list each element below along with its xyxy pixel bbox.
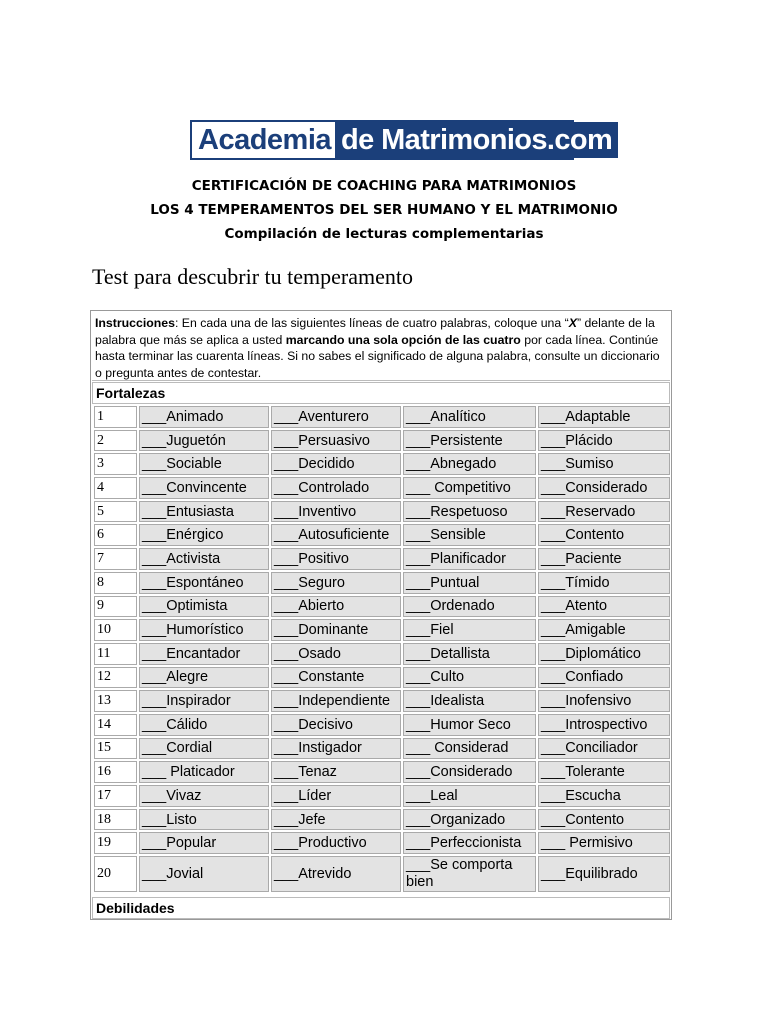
row-number: 3 bbox=[94, 453, 137, 475]
table-row bbox=[94, 809, 670, 831]
word-option[interactable]: ___Productivo bbox=[271, 832, 401, 854]
row-number: 20 bbox=[94, 856, 137, 892]
word-option[interactable]: ___Escucha bbox=[538, 785, 670, 807]
word-option[interactable]: ___Sensible bbox=[403, 524, 536, 546]
table-row bbox=[94, 832, 670, 854]
logo-right-text: de Matrimonios.com bbox=[335, 122, 618, 158]
word-option[interactable]: ___Amigable bbox=[538, 619, 670, 641]
word-option[interactable]: ___Constante bbox=[271, 667, 401, 689]
table-row bbox=[94, 572, 670, 594]
row-number: 9 bbox=[94, 596, 137, 618]
row-number: 14 bbox=[94, 714, 137, 736]
word-option[interactable]: ___Jovial bbox=[139, 856, 269, 892]
word-option[interactable]: ___Persuasivo bbox=[271, 430, 401, 452]
word-option[interactable]: ___ Platicador bbox=[139, 761, 269, 783]
word-option[interactable]: ___Sociable bbox=[139, 453, 269, 475]
instructions-part3: por cada línea. Continúe hasta terminar las cuarenta líneas. Si no sabes el significado de alguna palabra, consulte un diccionario o pregunta antes de contestar. bbox=[95, 332, 660, 380]
word-option[interactable]: ___Seguro bbox=[271, 572, 401, 594]
word-option[interactable]: ___Contento bbox=[538, 524, 670, 546]
word-option[interactable]: ___Positivo bbox=[271, 548, 401, 570]
word-option[interactable]: ___Cordial bbox=[139, 738, 269, 760]
table-row bbox=[94, 619, 670, 641]
word-option[interactable]: ___Planificador bbox=[403, 548, 536, 570]
word-option[interactable]: ___Ordenado bbox=[403, 596, 536, 618]
word-option[interactable]: ___Enérgico bbox=[139, 524, 269, 546]
word-option[interactable]: ___Encantador bbox=[139, 643, 269, 665]
heading-temperaments: LOS 4 TEMPERAMENTOS DEL SER HUMANO Y EL MATRIMONIO bbox=[150, 202, 618, 218]
row-number: 15 bbox=[94, 738, 137, 760]
instructions-mark: X bbox=[568, 316, 577, 330]
word-option[interactable]: ___Juguetón bbox=[139, 430, 269, 452]
word-option[interactable]: ___Optimista bbox=[139, 596, 269, 618]
section-weaknesses: Debilidades bbox=[92, 897, 670, 919]
table-row bbox=[94, 856, 670, 892]
word-option[interactable]: ___Equilibrado bbox=[538, 856, 670, 892]
instructions bbox=[92, 312, 670, 381]
word-option[interactable]: ___Confiado bbox=[538, 667, 670, 689]
word-option[interactable]: ___Tímido bbox=[538, 572, 670, 594]
word-option[interactable]: ___Analítico bbox=[403, 406, 536, 428]
table-row bbox=[94, 738, 670, 760]
word-option[interactable]: ___Convincente bbox=[139, 477, 269, 499]
word-option[interactable]: ___Controlado bbox=[271, 477, 401, 499]
word-option[interactable]: ___Humorístico bbox=[139, 619, 269, 641]
word-option[interactable]: ___Animado bbox=[139, 406, 269, 428]
table-row bbox=[94, 785, 670, 807]
row-number: 4 bbox=[94, 477, 137, 499]
row-number: 10 bbox=[94, 619, 137, 641]
table-row bbox=[94, 501, 670, 523]
table-row bbox=[94, 477, 670, 499]
word-option[interactable]: ___Decisivo bbox=[271, 714, 401, 736]
word-option[interactable]: ___ Competitivo bbox=[403, 477, 536, 499]
row-number: 1 bbox=[94, 406, 137, 428]
word-option[interactable]: ___Organizado bbox=[403, 809, 536, 831]
word-option[interactable]: ___Atrevido bbox=[271, 856, 401, 892]
word-option[interactable]: ___Se comporta bien bbox=[403, 856, 536, 892]
heading-certification: CERTIFICACIÓN DE COACHING PARA MATRIMONIOS bbox=[191, 178, 577, 194]
instructions-part2: ” delante de la palabra que más se aplica a usted bbox=[95, 316, 655, 347]
word-option[interactable]: ___Conciliador bbox=[538, 738, 670, 760]
instructions-emphasis: marcando una sola opción de las cuatro bbox=[285, 332, 521, 347]
word-option[interactable]: ___Perfeccionista bbox=[403, 832, 536, 854]
instructions-label: Instrucciones bbox=[95, 316, 175, 330]
word-option[interactable]: ___Vivaz bbox=[139, 785, 269, 807]
row-number: 16 bbox=[94, 761, 137, 783]
word-option[interactable]: ___Espontáneo bbox=[139, 572, 269, 594]
word-option[interactable]: ___Persistente bbox=[403, 430, 536, 452]
word-option[interactable]: ___Tenaz bbox=[271, 761, 401, 783]
row-number: 18 bbox=[94, 809, 137, 831]
word-option[interactable]: ___Idealista bbox=[403, 690, 536, 712]
word-option[interactable]: ___Inofensivo bbox=[538, 690, 670, 712]
row-number: 11 bbox=[94, 643, 137, 665]
word-option[interactable]: ___Listo bbox=[139, 809, 269, 831]
word-option[interactable]: ___Sumiso bbox=[538, 453, 670, 475]
row-number: 6 bbox=[94, 524, 137, 546]
strengths-table bbox=[92, 404, 672, 894]
row-number: 5 bbox=[94, 501, 137, 523]
word-option[interactable]: ___ Considerad bbox=[403, 738, 536, 760]
word-option[interactable]: ___Activista bbox=[139, 548, 269, 570]
word-option[interactable]: ___Popular bbox=[139, 832, 269, 854]
academia-logo bbox=[190, 120, 613, 160]
word-option[interactable]: ___Aventurero bbox=[271, 406, 401, 428]
word-option[interactable]: ___Dominante bbox=[271, 619, 401, 641]
word-option[interactable]: ___Autosuficiente bbox=[271, 524, 401, 546]
word-option[interactable]: ___Atento bbox=[538, 596, 670, 618]
word-option[interactable]: ___Adaptable bbox=[538, 406, 670, 428]
logo-left-text: Academia bbox=[192, 122, 335, 158]
table-row bbox=[94, 453, 670, 475]
test-title: Test para descubrir tu temperamento bbox=[92, 264, 413, 289]
word-option[interactable]: ___Decidido bbox=[271, 453, 401, 475]
word-option[interactable]: ___Osado bbox=[271, 643, 401, 665]
table-row bbox=[94, 548, 670, 570]
row-number: 7 bbox=[94, 548, 137, 570]
word-option[interactable]: ___Humor Seco bbox=[403, 714, 536, 736]
instructions-part1: : En cada una de las siguientes líneas de cuatro palabras, coloque una “ bbox=[174, 316, 569, 330]
heading-compilation: Compilación de lecturas complementarias bbox=[224, 226, 544, 242]
table-row bbox=[94, 596, 670, 618]
row-number: 2 bbox=[94, 430, 137, 452]
table-row bbox=[94, 690, 670, 712]
word-option[interactable]: ___Inventivo bbox=[271, 501, 401, 523]
word-option[interactable]: ___Abierto bbox=[271, 596, 401, 618]
table-row bbox=[94, 714, 670, 736]
word-option[interactable]: ___Paciente bbox=[538, 548, 670, 570]
word-option[interactable]: ___Fiel bbox=[403, 619, 536, 641]
table-row bbox=[94, 524, 670, 546]
word-option[interactable]: ___Instigador bbox=[271, 738, 401, 760]
word-option[interactable]: ___Considerado bbox=[538, 477, 670, 499]
section-strengths: Fortalezas bbox=[92, 382, 670, 404]
table-row bbox=[94, 667, 670, 689]
word-option[interactable]: ___Cálido bbox=[139, 714, 269, 736]
word-option[interactable]: ___Independiente bbox=[271, 690, 401, 712]
word-option[interactable]: ___Abnegado bbox=[403, 453, 536, 475]
table-row bbox=[94, 643, 670, 665]
row-number: 13 bbox=[94, 690, 137, 712]
word-option[interactable]: ___Introspectivo bbox=[538, 714, 670, 736]
row-number: 8 bbox=[94, 572, 137, 594]
word-option[interactable]: ___Entusiasta bbox=[139, 501, 269, 523]
word-option[interactable]: ___Respetuoso bbox=[403, 501, 536, 523]
word-option[interactable]: ___Diplomático bbox=[538, 643, 670, 665]
word-option[interactable]: ___Líder bbox=[271, 785, 401, 807]
word-option[interactable]: ___Tolerante bbox=[538, 761, 670, 783]
row-number: 12 bbox=[94, 667, 137, 689]
word-option[interactable]: ___Detallista bbox=[403, 643, 536, 665]
table-row bbox=[94, 406, 670, 428]
word-option[interactable]: ___Inspirador bbox=[139, 690, 269, 712]
word-option[interactable]: ___Jefe bbox=[271, 809, 401, 831]
word-option[interactable]: ___Culto bbox=[403, 667, 536, 689]
word-option[interactable]: ___Puntual bbox=[403, 572, 536, 594]
row-number: 19 bbox=[94, 832, 137, 854]
row-number: 17 bbox=[94, 785, 137, 807]
word-option[interactable]: ___Reservado bbox=[538, 501, 670, 523]
word-option[interactable]: ___Considerado bbox=[403, 761, 536, 783]
word-option[interactable]: ___Alegre bbox=[139, 667, 269, 689]
word-option[interactable]: ___Leal bbox=[403, 785, 536, 807]
table-row bbox=[94, 430, 670, 452]
word-option[interactable]: ___ Permisivo bbox=[538, 832, 670, 854]
table-row bbox=[94, 761, 670, 783]
word-option[interactable]: ___Plácido bbox=[538, 430, 670, 452]
word-option[interactable]: ___Contento bbox=[538, 809, 670, 831]
